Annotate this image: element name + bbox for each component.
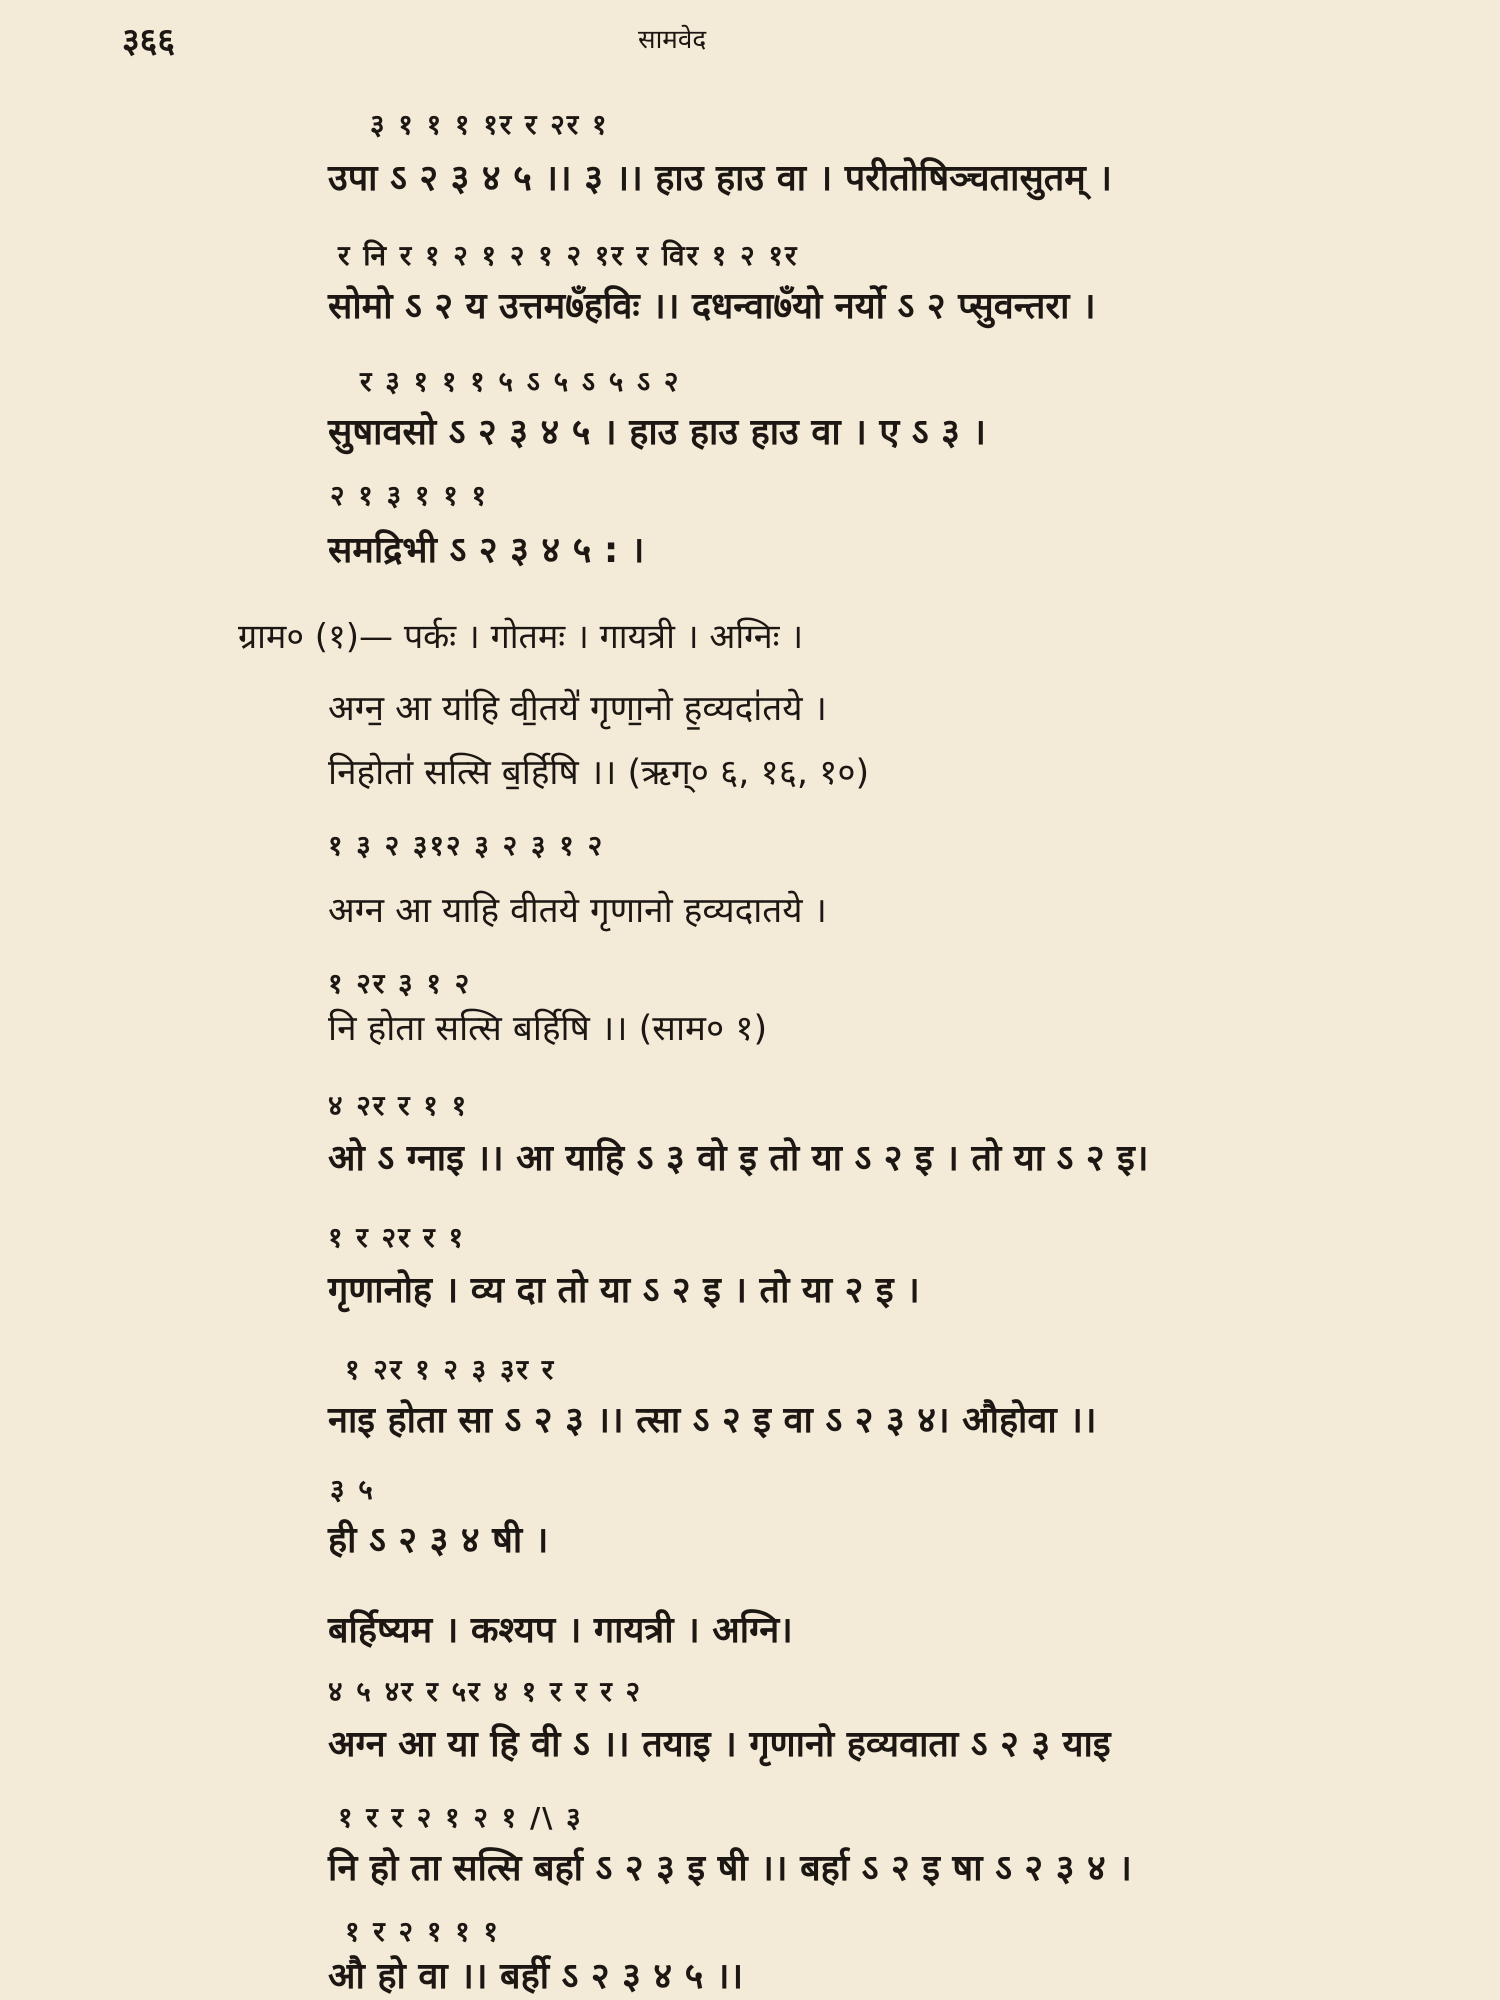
notation-line: ४ ५ ४र र ५र ४ १ र र र २ [328, 1675, 643, 1708]
notation-line: र नि र १ २ १ २ १ २ १र र विर १ २ १र [338, 239, 799, 272]
verse-line: अग्न॒ आ या॑हि वी॒तये॑ गृणा॒नो ह॒व्यदा॑तये । [328, 689, 827, 729]
notation-line: १ र र २ १ २ १ /\ ३ [338, 1801, 583, 1834]
chant-line: उपा ऽ २ ३ ४ ५ ।। ३ ।। हाउ हाउ वा । परीतोषिञ्चतासुतम् । [328, 158, 1113, 199]
notation-line: १ र २ १ १ १ [345, 1915, 500, 1948]
running-head: सामवेद [638, 25, 707, 55]
chant-line: सोमो ऽ २ य उत्तम७ँहविः ।। दधन्वा७ँयो नर्यो ऽ २ प्सुवन्तरा । [328, 286, 1096, 327]
notation-line: १ र २र र १ [328, 1221, 466, 1254]
chant-line: ओ ऽ ग्नाइ ।। आ याहि ऽ ३ वो इ तो या ऽ २ इ । तो या ऽ २ इ। [328, 1138, 1149, 1179]
chant-line: औ हो वा ।। बर्ही ऽ २ ३ ४ ५ ।। [328, 1956, 744, 1997]
page-number: ३६६ [122, 21, 176, 61]
section-heading: ग्राम० (१)— पर्कः । गोतमः । गायत्री । अग्निः । [238, 617, 804, 657]
notation-line: ३ १ १ १ १र र २र १ [370, 108, 609, 141]
notation-line: ३ ५ [330, 1473, 375, 1506]
notation-line: ४ २र र १ १ [328, 1089, 469, 1122]
chant-line: नि हो ता सत्सि बर्हा ऽ २ ३ इ षी ।। बर्हा ऽ २ इ षा ऽ २ ३ ४ । [328, 1848, 1132, 1889]
chant-line: ही ऽ २ ३ ४ षी । [328, 1520, 549, 1561]
notation-line: २ १ ३ १ १ १ [330, 479, 489, 512]
chant-line: गृणानोह । व्य दा तो या ऽ २ इ । तो या २ इ । [328, 1270, 920, 1311]
chant-line: सुषावसो ऽ २ ३ ४ ५ । हाउ हाउ हाउ वा । ए ऽ ३ । [328, 412, 987, 453]
chant-line: समद्रिभी ऽ २ ३ ४ ५ : । [328, 530, 645, 571]
notation-line: १ २र १ २ ३ ३र र [345, 1353, 556, 1386]
chant-line: बर्हिष्यम । कश्यप । गायत्री । अग्नि। [328, 1610, 793, 1651]
notation-line: १ ३ २ ३१२ ३ २ ३ १ २ [328, 829, 605, 862]
notation-line: र ३ १ १ १ ५ ऽ ५ ऽ ५ ऽ २ [360, 365, 681, 398]
verse-line: नि होता सत्सि बर्हिषि ।। (साम० १) [328, 1009, 768, 1049]
notation-line: १ २र ३ १ २ [328, 967, 472, 1000]
verse-line: निहोता॑ सत्सि ब॒र्हिषि ।। (ऋग्० ६, १६, १०) [328, 753, 870, 793]
chant-line: नाइ होता सा ऽ २ ३ ।। त्सा ऽ २ इ वा ऽ २ ३ ४। औहोवा ।। [328, 1400, 1097, 1441]
verse-line: अग्न आ याहि वीतये गृणानो हव्यदातये । [328, 891, 827, 931]
chant-line: अग्न आ या हि वी ऽ ।। तयाइ । गृणानो हव्यवाता ऽ २ ३ याइ [328, 1724, 1111, 1765]
